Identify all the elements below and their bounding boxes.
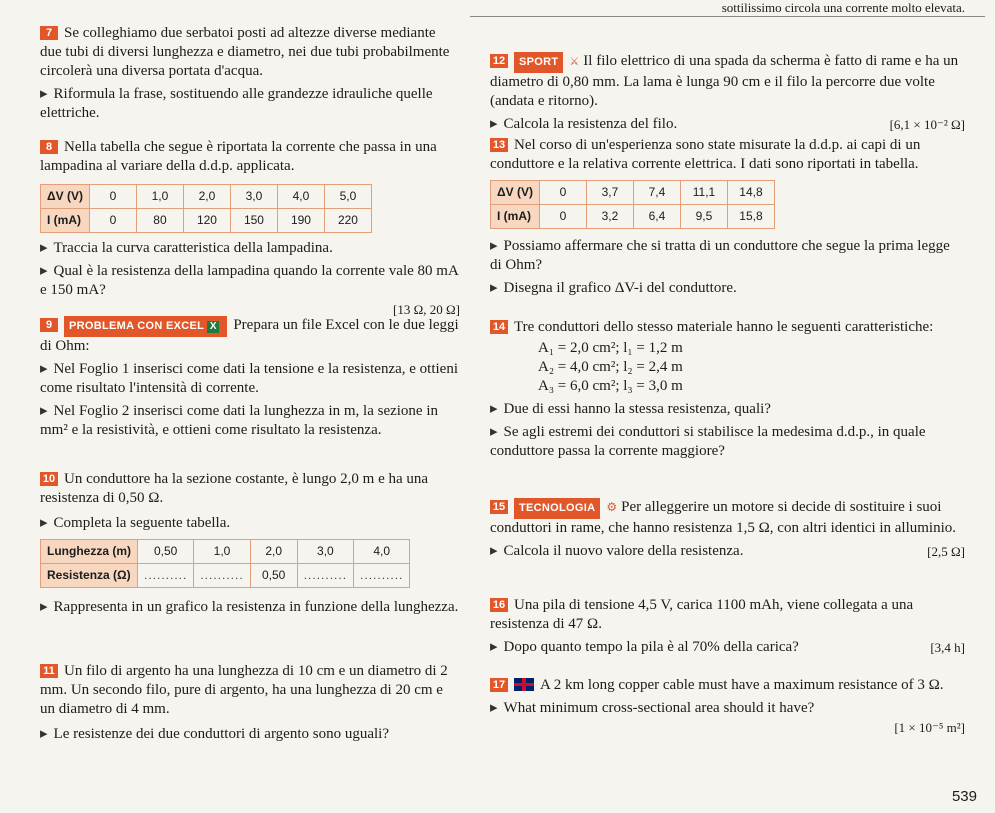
row-header: I (mA): [41, 209, 90, 233]
exercise-number: 13: [490, 138, 508, 152]
exercise-text: Prepara un file Excel con le due leggi di Ohm:: [40, 317, 459, 354]
question: Traccia la curva caratteristica della lampadina.: [53, 240, 333, 256]
table-cell: 190: [277, 209, 324, 233]
exercise-text: Per alleggerire un motore si decide di sostituire i suoi conduttori in rame, che hanno resistenza 1,5 Ω, con altri identici in alluminio.: [490, 499, 957, 536]
sport-icon: ⚔: [569, 56, 580, 68]
table-cell: 3,0: [230, 185, 277, 209]
table-cell: 150: [230, 209, 277, 233]
page-number: 539: [951, 788, 977, 805]
exercise-text: Il filo elettrico di una spada da scherma è fatto di rame e ha un diametro di 0,80 mm. La lama è lunga 90 cm e il filo la percorre due volte (andata e ritorno).: [490, 53, 959, 109]
running-header: sottilissimo circola una corrente molto elevata.: [721, 0, 965, 15]
table-cell: 0: [89, 185, 136, 209]
header-rule: [470, 16, 985, 17]
question: Le resistenze dei due conduttori di argento sono uguali?: [53, 726, 389, 742]
table-cell: 4,0: [277, 185, 324, 209]
exercise-text: A 2 km long copper cable must have a maximum resistance of 3 Ω.: [540, 677, 944, 693]
table-cell: 7,4: [633, 181, 680, 205]
gear-icon: ⚙: [606, 500, 618, 514]
table-cell: 0: [89, 209, 136, 233]
question: Rappresenta in un grafico la resistenza in funzione della lunghezza.: [53, 599, 459, 615]
blank-cell: ..........: [297, 564, 353, 588]
exercise-text: Nel corso di un'esperienza sono state misurate la d.d.p. ai capi di un conduttore e la relativa corrente elettrica. I dati sono riportati in tabella.: [490, 137, 921, 172]
table-cell: 6,4: [633, 205, 680, 229]
table-cell: 2,0: [183, 185, 230, 209]
blank-cell: ..........: [138, 564, 194, 588]
exercise-number: 12: [490, 54, 508, 68]
exercise-number: 14: [490, 320, 508, 334]
question: Qual è la resistenza della lampadina quando la corrente vale 80 mA e 150 mA?: [40, 263, 458, 298]
question: Completa la seguente tabella.: [53, 515, 231, 531]
question: Calcola il nuovo valore della resistenza.: [503, 543, 744, 559]
question: Possiamo affermare che si tratta di un conduttore che segue la prima legge di Ohm?: [490, 238, 950, 273]
answer: [1 × 10⁻⁵ m²]: [894, 720, 965, 735]
question: Calcola la resistenza del filo.: [503, 116, 678, 132]
exercise-text: Se colleghiamo due serbatoi posti ad altezze diverse mediante due tubi di diversi lunghezza e diametro, nei due tubi probabilmente circolerà una diversa portata d'acqua.: [40, 25, 450, 79]
conductor-2: A₂ = 4,0 cm²; l₂ = 2,4 m: [538, 359, 683, 375]
table-cell: 5,0: [324, 185, 371, 209]
table-cell: 120: [183, 209, 230, 233]
data-table: [40, 184, 372, 233]
row-header: I (mA): [491, 205, 540, 229]
table-cell: 80: [136, 209, 183, 233]
exercise-text: Tre conduttori dello stesso materiale hanno le seguenti caratteristiche:: [514, 319, 934, 335]
table-row: [41, 209, 372, 233]
table-cell: 0,50: [250, 564, 297, 588]
exercise-12: [490, 52, 965, 134]
table-cell: 0,50: [138, 540, 194, 564]
row-header: ΔV (V): [41, 185, 90, 209]
table-row: [491, 205, 775, 229]
table-row: [41, 540, 410, 564]
exercise-14: [490, 318, 965, 461]
table-cell: 9,5: [680, 205, 727, 229]
table-cell: 1,0: [136, 185, 183, 209]
answer: [2,5 Ω]: [927, 544, 965, 559]
question: Nel Foglio 2 inserisci come dati la lunghezza in m, la sezione in mm² e la resistività, e ottieni come risultato la resistenza.: [40, 403, 439, 438]
table-cell: 11,1: [680, 181, 727, 205]
exercise-number: 15: [490, 500, 508, 514]
exercise-16: [490, 596, 965, 657]
uk-flag-icon: [514, 678, 534, 691]
conductor-1: A₁ = 2,0 cm²; l₁ = 1,2 m: [538, 340, 683, 356]
excel-icon: X: [207, 321, 219, 333]
question: Dopo quanto tempo la pila è al 70% della carica?: [503, 639, 799, 655]
question: Se agli estremi dei conduttori si stabilisce la medesima d.d.p., in quale conduttore passa la corrente maggiore?: [490, 424, 926, 459]
exercise-number: 16: [490, 598, 508, 612]
exercise-tag: TECNOLOGIA: [514, 498, 600, 519]
answer: [6,1 × 10⁻² Ω]: [889, 117, 965, 132]
exercise-17: [490, 676, 965, 737]
exercise-text: Una pila di tensione 4,5 V, carica 1100 mAh, viene collegata a una resistenza di 47 Ω.: [490, 597, 914, 632]
row-header: Resistenza (Ω): [41, 564, 138, 588]
table-cell: 3,7: [586, 181, 633, 205]
exercise-tag: PROBLEMA CON EXCEL X: [64, 316, 227, 337]
question: Disegna il grafico ΔV-i del conduttore.: [503, 280, 737, 296]
data-table: [490, 180, 775, 229]
exercise-8: [40, 138, 460, 319]
table-cell: 0: [539, 205, 586, 229]
question: What minimum cross-sectional area should it have?: [503, 700, 815, 716]
table-cell: 0: [539, 181, 586, 205]
exercise-number: 17: [490, 678, 508, 692]
exercise-tag: SPORT: [514, 52, 563, 73]
exercise-15: [490, 498, 965, 561]
exercise-text: Nella tabella che segue è riportata la corrente che passa in una lampadina al variare della d.d.p. applicata.: [40, 139, 437, 174]
table-cell: 3,2: [586, 205, 633, 229]
table-cell: 2,0: [250, 540, 297, 564]
table-cell: 4,0: [354, 540, 410, 564]
exercise-11: [40, 662, 460, 744]
question: Riformula la frase, sostituendo alle grandezze idrauliche quelle elettriche.: [40, 86, 433, 121]
exercise-13: [490, 136, 965, 298]
row-header: ΔV (V): [491, 181, 540, 205]
table-cell: 14,8: [727, 181, 774, 205]
table-row: [41, 564, 410, 588]
exercise-9: [40, 316, 460, 440]
table-cell: 220: [324, 209, 371, 233]
table-cell: 1,0: [194, 540, 250, 564]
exercise-number: 10: [40, 472, 58, 486]
row-header: Lunghezza (m): [41, 540, 138, 564]
exercise-text: Un filo di argento ha una lunghezza di 10 cm e un diametro di 2 mm. Un secondo filo, pure di argento, ha una lunghezza di 20 cm e un diametro di 4 mm.: [40, 663, 448, 717]
question: Nel Foglio 1 inserisci come dati la tensione e la resistenza, e ottieni come risultato l'intensità di corrente.: [40, 361, 458, 396]
exercise-10: [40, 470, 470, 617]
exercise-7: [40, 24, 460, 123]
conductor-3: A₃ = 6,0 cm²; l₃ = 3,0 m: [538, 378, 683, 394]
answer: [3,4 h]: [930, 640, 965, 655]
table-row: [491, 181, 775, 205]
answer: [13 Ω, 20 Ω]: [393, 302, 460, 317]
question: Due di essi hanno la stessa resistenza, quali?: [503, 401, 771, 417]
table-row: [41, 185, 372, 209]
exercise-text: Un conduttore ha la sezione costante, è lungo 2,0 m e ha una resistenza di 0,50 Ω.: [40, 471, 429, 506]
exercise-number: 9: [40, 318, 58, 332]
blank-cell: ..........: [194, 564, 250, 588]
table-cell: 15,8: [727, 205, 774, 229]
blank-cell: ..........: [354, 564, 410, 588]
table-cell: 3,0: [297, 540, 353, 564]
exercise-number: 7: [40, 26, 58, 40]
exercise-number: 8: [40, 140, 58, 154]
exercise-number: 11: [40, 664, 58, 678]
data-table: [40, 539, 410, 588]
